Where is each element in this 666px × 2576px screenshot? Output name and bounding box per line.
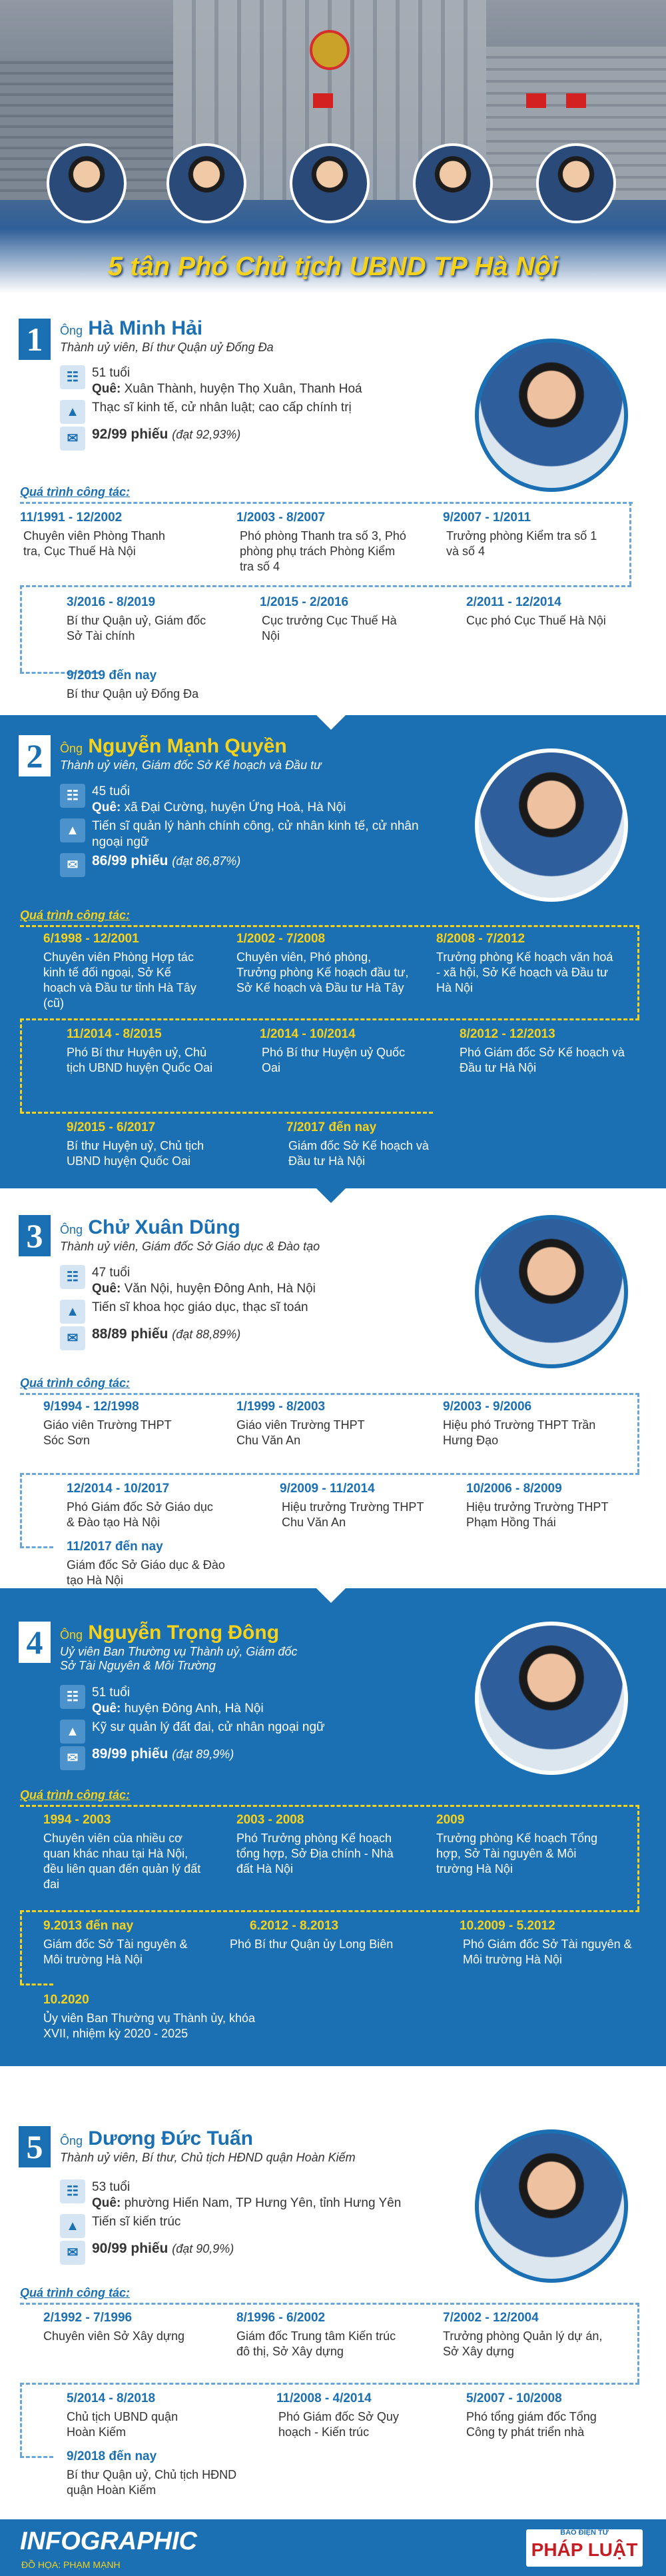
person-role: Thành uỷ viên, Bí thư Quận uỷ Đống Đa xyxy=(60,341,274,354)
flag-icon xyxy=(566,93,586,108)
timeline-desc: Phó Bí thư Huyện uỷ, Chủ tịch UBND huyện Quốc Oai xyxy=(67,1046,213,1074)
timeline-line xyxy=(637,1393,639,1473)
timeline-date: 1994 - 2003 xyxy=(43,1813,111,1827)
section-number: 4 xyxy=(19,1622,51,1663)
portrait-thumb xyxy=(290,143,370,223)
graduation-cap-icon: ▲ xyxy=(60,1300,85,1324)
timeline-desc: Ủy viên Ban Thường vụ Thành ủy, khóa XVII, nhiệm kỳ 2020 - 2025 xyxy=(43,2011,256,2040)
timeline-desc: Phó Trưởng phòng Kế hoạch tổng hợp, Sở Địa chính - Nhà đất Hà Nội xyxy=(236,1832,394,1876)
portrait-thumb xyxy=(536,143,616,223)
timeline-line xyxy=(20,1910,639,1912)
portrait-thumb xyxy=(413,143,493,223)
infographic-logo: INFOGRAPHIC xyxy=(20,2527,197,2555)
timeline-desc: Bí thư Quận uỷ Đống Đa xyxy=(67,687,199,700)
timeline-line xyxy=(20,1018,639,1020)
flag-icon xyxy=(313,93,333,108)
person-name: Ông Chử Xuân Dũng xyxy=(60,1216,240,1238)
timeline-date: 1/2015 - 2/2016 xyxy=(260,595,349,609)
timeline-date: 12/2014 - 10/2017 xyxy=(67,1482,170,1496)
section-number: 1 xyxy=(19,319,51,360)
graduation-cap-icon: ▲ xyxy=(60,1720,85,1744)
timeline-desc: Hiệu phó Trường THPT Trần Hưng Đạo xyxy=(443,1418,596,1447)
id-card-icon: ☷ xyxy=(60,365,85,389)
timeline-date: 11/2017 đến nay xyxy=(67,1540,163,1554)
timeline-line xyxy=(20,2456,53,2458)
timeline-desc: Trưởng phòng Kế hoạch văn hoá - xã hội, Sở Kế hoạch và Đầu tư Hà Nội xyxy=(436,950,613,994)
timeline-desc: Cục phó Cục Thuế Hà Nội xyxy=(466,614,606,627)
timeline-desc: Chủ tịch UBND quận Hoàn Kiếm xyxy=(67,2410,178,2439)
timeline-date: 1/2014 - 10/2014 xyxy=(260,1027,356,1041)
votes: 88/89 phiếu (đạt 88,89%) xyxy=(92,1326,241,1342)
process-heading: Quá trình công tác: xyxy=(20,908,131,922)
section-number: 2 xyxy=(19,735,51,776)
timeline-date: 8/2012 - 12/2013 xyxy=(460,1027,555,1041)
person-role: Thành uỷ viên, Giám đốc Sở Giáo dục & Đào tạo xyxy=(60,1240,320,1253)
page-title: 5 tân Phó Chủ tịch UBND TP Hà Nội xyxy=(107,252,559,281)
portrait-row xyxy=(0,143,666,237)
person-section-1 xyxy=(0,299,666,715)
person-name: Ông Dương Đức Tuấn xyxy=(60,2127,253,2149)
age: 51 tuổi xyxy=(92,366,131,380)
person-info: ☷ 53 tuổi Quê: phường Hiến Nam, TP Hưng Yên, tỉnh Hưng Yên ▲ Tiến sĩ kiến trúc ✉ 90/99 phiếu (đạt 90,9%) xyxy=(60,2179,453,2267)
timeline-desc: Phó Bí thư Quận ủy Long Biên xyxy=(230,1937,394,1951)
national-emblem-icon xyxy=(310,30,350,70)
footer xyxy=(0,2519,666,2576)
timeline-line xyxy=(20,925,639,927)
person-photo xyxy=(475,1622,628,1775)
section-number: 3 xyxy=(19,1215,51,1256)
timeline-line xyxy=(20,2383,22,2456)
person-info: ☷ 51 tuổi Quê: huyện Đông Anh, Hà Nội ▲ Kỹ sư quản lý đất đai, cử nhân ngoại ngữ ✉ 89/99 phiếu (đạt 89,9%) xyxy=(60,1685,446,1773)
timeline-desc: Chuyên viên Sở Xây dựng xyxy=(43,2329,184,2343)
id-card-icon: ☷ xyxy=(60,1265,85,1289)
age: 45 tuổi xyxy=(92,784,131,798)
graduation-cap-icon: ▲ xyxy=(60,400,85,424)
timeline-line xyxy=(20,1546,53,1548)
hometown: Xuân Thành, huyện Thọ Xuân, Thanh Hoá xyxy=(124,382,362,396)
timeline-date: 3/2016 - 8/2019 xyxy=(67,595,156,609)
hometown: phường Hiến Nam, TP Hưng Yên, tỉnh Hưng Yên xyxy=(124,2196,402,2210)
person-photo xyxy=(475,2129,628,2283)
timeline-date: 6.2012 - 8.2013 xyxy=(250,1919,339,1933)
design-credit: ĐỒ HỌA: PHẠM MẠNH xyxy=(21,2559,121,2570)
graduation-cap-icon: ▲ xyxy=(60,2214,85,2238)
person-section-3 xyxy=(0,1188,666,1588)
timeline-date: 9/2009 - 11/2014 xyxy=(280,1482,375,1496)
person-section-4 xyxy=(0,1588,666,2066)
timeline-line xyxy=(20,2383,639,2385)
timeline-line xyxy=(20,1473,22,1546)
person-info: ☷ 47 tuổi Quê: Văn Nội, huyện Đông Anh, Hà Nội ▲ Tiến sĩ khoa học giáo dục, thạc sĩ toán ✉ 88/89 phiếu (đạt 88,89%) xyxy=(60,1265,446,1353)
timeline-line xyxy=(20,1393,639,1395)
timeline-desc: Chuyên viên của nhiều cơ quan khác nhau tại Hà Nội, đều liên quan đến quản lý đất đai xyxy=(43,1832,201,1891)
timeline-date: 2/2011 - 12/2014 xyxy=(466,595,561,609)
flag-icon xyxy=(526,93,546,108)
timeline-desc: Phó Giám đốc Sở Quy hoạch - Kiến trúc xyxy=(278,2410,399,2439)
timeline-date: 1/2003 - 8/2007 xyxy=(236,511,326,525)
timeline-date: 9/2007 - 1/2011 xyxy=(443,511,531,525)
timeline-desc: Hiệu trưởng Trường THPT Chu Văn An xyxy=(282,1500,424,1529)
timeline-date: 9/2015 - 6/2017 xyxy=(67,1120,156,1134)
votes: 86/99 phiếu (đạt 86,87%) xyxy=(92,853,241,868)
ballot-box-icon: ✉ xyxy=(60,853,85,877)
timeline-desc: Bí thư Huyện uỷ, Chủ tịch UBND huyện Quốc Oai xyxy=(67,1139,204,1168)
process-heading: Quá trình công tác: xyxy=(20,1376,131,1390)
person-photo xyxy=(475,339,628,492)
id-card-icon: ☷ xyxy=(60,1685,85,1709)
timeline-desc: Phó Giám đốc Sở Giáo dục & Đào tạo Hà Nội xyxy=(67,1500,213,1529)
votes: 92/99 phiếu (đạt 92,93%) xyxy=(92,427,241,442)
timeline-date: 11/1991 - 12/2002 xyxy=(20,511,123,525)
timeline-desc: Giám đốc Sở Kế hoạch và Đầu tư Hà Nội xyxy=(288,1139,429,1168)
timeline-line xyxy=(20,502,633,504)
timeline-date: 2/1992 - 7/1996 xyxy=(43,2311,133,2325)
ballot-box-icon: ✉ xyxy=(60,1326,85,1350)
votes: 89/99 phiếu (đạt 89,9%) xyxy=(92,1746,234,1762)
person-photo xyxy=(475,748,628,902)
timeline-line xyxy=(20,585,631,587)
timeline-desc: Chuyên viên Phòng Hợp tác kinh tế đối ngoại, Sở Kế hoạch và Đầu tư tỉnh Hà Tây (cũ) xyxy=(43,950,196,1010)
process-heading: Quá trình công tác: xyxy=(20,2286,131,2299)
timeline-line xyxy=(20,1018,22,1112)
age: 51 tuổi xyxy=(92,1686,131,1700)
chevron-divider xyxy=(316,1188,346,1203)
timeline-date: 10/2006 - 8/2009 xyxy=(466,1482,562,1496)
person-role: Thành uỷ viên, Giám đốc Sở Kế hoạch và Đầu tư xyxy=(60,758,322,772)
timeline-desc: Trưởng phòng Kiểm tra số 1 và số 4 xyxy=(446,529,597,558)
timeline-desc: Chuyên viên, Phó phòng, Trưởng phòng Kế hoạch đầu tư, Sở Kế hoạch và Đầu tư Hà Tây xyxy=(236,950,409,994)
id-card-icon: ☷ xyxy=(60,2179,85,2203)
timeline-line xyxy=(637,925,639,1018)
timeline-line xyxy=(20,1112,433,1114)
timeline-desc: Phó phòng Thanh tra số 3, Phó phòng phụ trách Phòng Kiểm tra số 4 xyxy=(240,529,406,573)
ballot-box-icon: ✉ xyxy=(60,427,85,451)
hero-banner xyxy=(0,0,666,293)
degree: Tiến sĩ khoa học giáo dục, thạc sĩ toán xyxy=(92,1300,308,1314)
brand-logo[interactable]: BÁO ĐIỆN TỬ PHÁP LUẬT xyxy=(526,2529,643,2567)
timeline-desc: Trưởng phòng Kế hoạch Tổng hợp, Sở Tài nguyên & Môi trường Hà Nội xyxy=(436,1832,598,1876)
timeline-date: 9/1994 - 12/1998 xyxy=(43,1400,139,1414)
ballot-box-icon: ✉ xyxy=(60,1746,85,1770)
timeline-desc: Hiệu trưởng Trường THPT Phạm Hồng Thái xyxy=(466,1500,609,1529)
degree: Kỹ sư quản lý đất đai, cử nhân ngoại ngữ xyxy=(92,1720,325,1734)
timeline-date: 6/1998 - 12/2001 xyxy=(43,932,139,946)
timeline-date: 9/2019 đến nay xyxy=(67,668,157,682)
timeline-line xyxy=(20,1805,639,1807)
timeline-line xyxy=(629,502,631,585)
person-role: Uỷ viên Ban Thường vụ Thành uỷ, Giám đốc Sở Tài Nguyên & Môi Trường xyxy=(60,1645,298,1672)
graduation-cap-icon: ▲ xyxy=(60,818,85,842)
timeline-desc: Bí thư Quận uỷ, Chủ tịch HĐND quận Hoàn Kiếm xyxy=(67,2468,237,2497)
chevron-divider xyxy=(316,715,346,730)
section-number: 5 xyxy=(19,2126,51,2167)
timeline-date: 9/2003 - 9/2006 xyxy=(443,1400,532,1414)
timeline-desc: Giám đốc Sở Giáo dục & Đào tạo Hà Nội xyxy=(67,1558,225,1587)
degree: Thạc sĩ kinh tế, cử nhân luật; cao cấp chính trị xyxy=(92,401,352,415)
process-heading: Quá trình công tác: xyxy=(20,485,131,499)
timeline-desc: Giáo viên Trường THPT Chu Văn An xyxy=(236,1418,365,1447)
timeline-desc: Phó Giám đốc Sở Kế hoạch và Đầu tư Hà Nội xyxy=(460,1046,625,1074)
person-photo xyxy=(475,1215,628,1368)
person-role: Thành uỷ viên, Bí thư, Chủ tịch HĐND quận Hoàn Kiếm xyxy=(60,2151,356,2164)
timeline-desc: Giám đốc Trung tâm Kiến trúc đô thị, Sở Xây dựng xyxy=(236,2329,396,2358)
timeline-date: 1/1999 - 8/2003 xyxy=(236,1400,326,1414)
timeline-date: 5/2007 - 10/2008 xyxy=(466,2391,562,2405)
timeline-date: 7/2017 đến nay xyxy=(286,1120,377,1134)
timeline-date: 2003 - 2008 xyxy=(236,1813,304,1827)
timeline-desc: Giáo viên Trường THPT Sóc Sơn xyxy=(43,1418,172,1447)
timeline-desc: Bí thư Quận uỷ, Giám đốc Sở Tài chính xyxy=(67,614,206,643)
votes: 90/99 phiếu (đạt 90,9%) xyxy=(92,2241,234,2256)
timeline-date: 11/2008 - 4/2014 xyxy=(276,2391,372,2405)
age: 53 tuổi xyxy=(92,2180,131,2194)
person-section-2 xyxy=(0,715,666,1188)
timeline-line xyxy=(20,2303,639,2305)
timeline-date: 2009 xyxy=(436,1813,465,1827)
portrait-thumb xyxy=(166,143,246,223)
timeline-desc: Phó Giám đốc Sở Tài nguyên & Môi trường Hà Nội xyxy=(463,1937,632,1966)
timeline-date: 8/1996 - 6/2002 xyxy=(236,2311,326,2325)
hometown: xã Đại Cường, huyện Ứng Hoà, Hà Nội xyxy=(124,800,346,814)
timeline-date: 1/2002 - 7/2008 xyxy=(236,932,326,946)
timeline-line xyxy=(20,585,22,672)
timeline-line xyxy=(20,1910,22,1983)
timeline-date: 11/2014 - 8/2015 xyxy=(67,1027,162,1041)
timeline-desc: Giám đốc Sở Tài nguyên & Môi trường Hà Nội xyxy=(43,1937,188,1966)
timeline-desc: Cục trưởng Cục Thuế Hà Nội xyxy=(262,614,397,643)
timeline-desc: Phó tổng giám đốc Tổng Công ty phát triển nhà xyxy=(466,2410,597,2439)
timeline-line xyxy=(637,2303,639,2383)
timeline-line xyxy=(637,1805,639,1910)
id-card-icon: ☷ xyxy=(60,784,85,808)
timeline-date: 9.2013 đến nay xyxy=(43,1919,134,1933)
hometown: huyện Đông Anh, Hà Nội xyxy=(124,1702,264,1716)
timeline-line xyxy=(20,1473,639,1475)
timeline-desc: Trưởng phòng Quản lý dự án, Sở Xây dựng xyxy=(443,2329,603,2358)
timeline-date: 10.2009 - 5.2012 xyxy=(460,1919,555,1933)
timeline-line xyxy=(20,1983,53,1985)
person-name: Ông Nguyễn Mạnh Quyền xyxy=(60,735,287,757)
person-info: ☷ 51 tuổi Quê: Xuân Thành, huyện Thọ Xuân, Thanh Hoá ▲ Thạc sĩ kinh tế, cử nhân luật; cao cấp chính trị ✉ 92/99 phiếu (đạt 92,93%) xyxy=(60,365,460,453)
timeline-date: 5/2014 - 8/2018 xyxy=(67,2391,156,2405)
chevron-divider xyxy=(316,1588,346,1603)
timeline-date: 8/2008 - 7/2012 xyxy=(436,932,525,946)
person-name: Ông Nguyễn Trọng Đông xyxy=(60,1622,280,1644)
timeline-desc: Phó Bí thư Huyện uỷ Quốc Oai xyxy=(262,1046,406,1074)
process-heading: Quá trình công tác: xyxy=(20,1788,131,1802)
timeline-desc: Chuyên viên Phòng Thanh tra, Cục Thuế Hà Nội xyxy=(23,529,165,558)
person-section-5 xyxy=(0,2066,666,2519)
hometown: Văn Nội, huyện Đông Anh, Hà Nội xyxy=(124,1282,316,1296)
degree: Tiến sĩ quản lý hành chính công, cử nhân kinh tế, cử nhân ngoại ngữ xyxy=(92,819,419,849)
age: 47 tuổi xyxy=(92,1266,131,1280)
person-info: ☷ 45 tuổi Quê: xã Đại Cường, huyện Ứng Hoà, Hà Nội ▲ Tiến sĩ quản lý hành chính công, cử nhân kinh tế, cử nhân ngoại ngữ ✉ 86/99 phiếu (đạt 86,87%) xyxy=(60,784,446,880)
timeline-date: 10.2020 xyxy=(43,1993,89,2007)
person-name: Ông Hà Minh Hải xyxy=(60,317,203,339)
timeline-date: 9/2018 đến nay xyxy=(67,2449,157,2463)
portrait-thumb xyxy=(47,143,127,223)
ballot-box-icon: ✉ xyxy=(60,2241,85,2265)
timeline-date: 7/2002 - 12/2004 xyxy=(443,2311,539,2325)
degree: Tiến sĩ kiến trúc xyxy=(92,2215,181,2229)
